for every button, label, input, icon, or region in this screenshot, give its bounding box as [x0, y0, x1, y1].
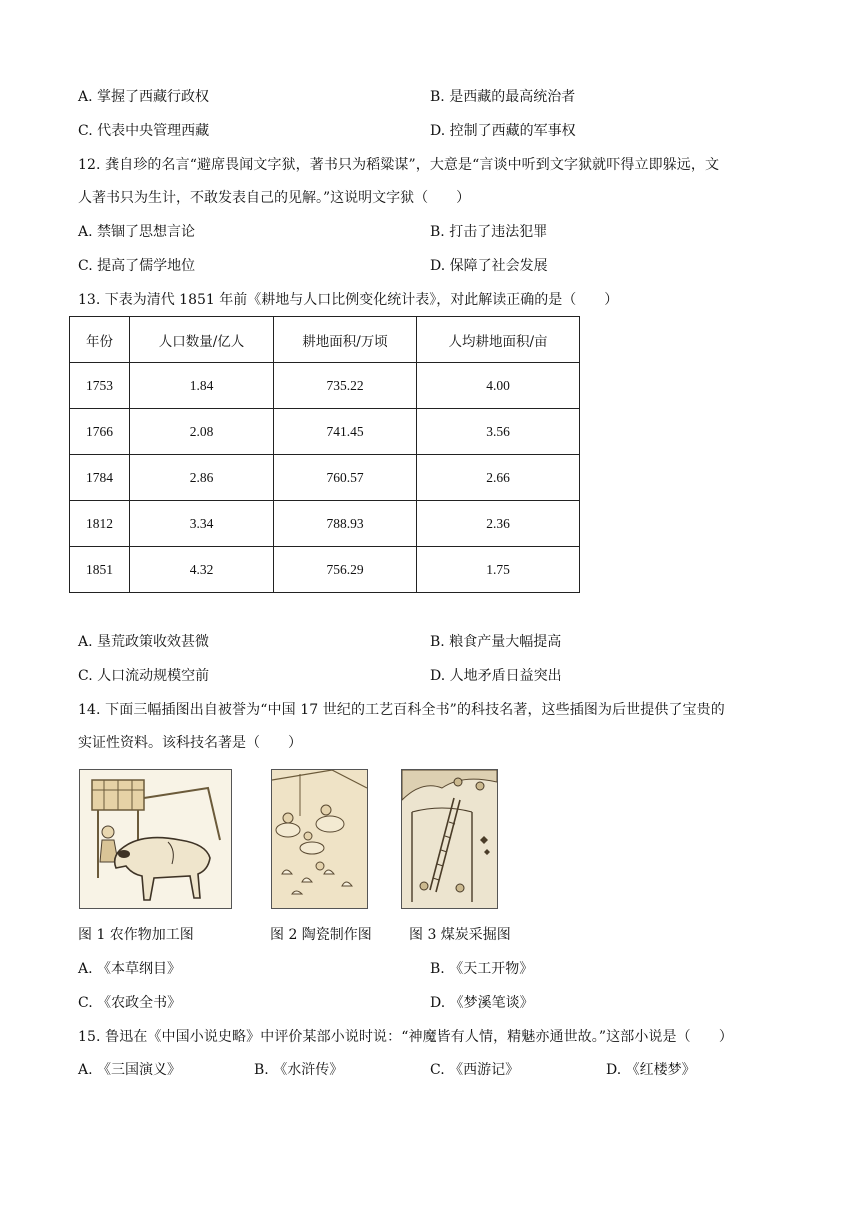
illustration-coal-mining: [401, 769, 498, 909]
q13-option-c: C. 人口流动规模空前: [78, 668, 210, 684]
q13-option-d: D. 人地矛盾日益突出: [430, 668, 562, 684]
table-cell: 1753: [70, 363, 130, 409]
table-header-cell: 年份: [70, 317, 130, 363]
table-cell: 4.00: [417, 363, 580, 409]
table-cell: 756.29: [274, 547, 417, 593]
ox-mill-drawing: [80, 770, 231, 908]
table-cell: 1766: [70, 409, 130, 455]
q11-option-a: A. 掌握了西藏行政权: [78, 89, 210, 105]
table-cell: 788.93: [274, 501, 417, 547]
table-row: [70, 409, 580, 455]
table-row: [70, 547, 580, 593]
table-row: [70, 455, 580, 501]
table-header-cell: 耕地面积/万顷: [274, 317, 417, 363]
q14-stem-line1: 14. 下面三幅插图出自被誉为“中国 17 世纪的工艺百科全书”的科技名著，这些插图为后世提供了宝贵的: [78, 702, 725, 718]
table-cell: 2.66: [417, 455, 580, 501]
porcelain-workshop-drawing: [272, 770, 367, 908]
caption-figure-3: 图 3 煤炭采掘图: [409, 927, 511, 943]
caption-figure-2: 图 2 陶瓷制作图: [270, 927, 372, 943]
q13-option-a: A. 垦荒政策收效甚微: [78, 634, 210, 650]
table-row: [70, 363, 580, 409]
q13-option-b: B. 粮食产量大幅提高: [430, 634, 562, 650]
table-cell: 760.57: [274, 455, 417, 501]
q12-option-a: A. 禁锢了思想言论: [78, 224, 196, 240]
table-cell: 1851: [70, 547, 130, 593]
table-header-row: [70, 317, 580, 363]
table-cell: 741.45: [274, 409, 417, 455]
illustration-porcelain-making: [271, 769, 368, 909]
table-cell: 2.36: [417, 501, 580, 547]
table-header-cell: 人均耕地面积/亩: [417, 317, 580, 363]
population-farmland-table: [69, 316, 580, 593]
q11-option-d: D. 控制了西藏的军事权: [430, 123, 576, 139]
table-cell: 3.34: [130, 501, 274, 547]
q14-option-b: B. 《天工开物》: [430, 961, 534, 977]
table-cell: 1.75: [417, 547, 580, 593]
q14-stem-line2: 实证性资料。该科技名著是（ ）: [78, 735, 302, 751]
table-cell: 1.84: [130, 363, 274, 409]
q12-option-c: C. 提高了儒学地位: [78, 258, 196, 274]
q11-option-b: B. 是西藏的最高统治者: [430, 89, 576, 105]
q15-option-b: B. 《水浒传》: [254, 1062, 344, 1078]
q15-option-c: C. 《西游记》: [430, 1062, 520, 1078]
table-cell: 2.08: [130, 409, 274, 455]
q15-option-a: A. 《三国演义》: [78, 1062, 182, 1078]
q12-stem-line2: 人著书只为生计，不敢发表自己的见解。”这说明文字狱（ ）: [78, 190, 471, 206]
table-cell: 735.22: [274, 363, 417, 409]
table-cell: 2.86: [130, 455, 274, 501]
q14-option-d: D. 《梦溪笔谈》: [430, 995, 534, 1011]
q15-option-d: D. 《红楼梦》: [606, 1062, 696, 1078]
q12-option-b: B. 打击了违法犯罪: [430, 224, 548, 240]
table-cell: 1784: [70, 455, 130, 501]
q13-stem: 13. 下表为清代 1851 年前《耕地与人口比例变化统计表》，对此解读正确的是（ ）: [78, 292, 619, 308]
q14-option-a: A. 《本草纲目》: [78, 961, 182, 977]
coal-mine-drawing: [402, 770, 497, 908]
table-cell: 1812: [70, 501, 130, 547]
q14-option-c: C. 《农政全书》: [78, 995, 182, 1011]
table-cell: 4.32: [130, 547, 274, 593]
table-header-cell: 人口数量/亿人: [130, 317, 274, 363]
table-cell: 3.56: [417, 409, 580, 455]
q12-stem-line1: 12. 龚自珍的名言“避席畏闻文字狱，著书只为稻粱谋”，大意是“言谈中听到文字狱就吓得立即躲远，文: [78, 157, 720, 173]
table-row: [70, 501, 580, 547]
caption-figure-1: 图 1 农作物加工图: [78, 927, 194, 943]
q11-option-c: C. 代表中央管理西藏: [78, 123, 210, 139]
illustration-crop-processing: [79, 769, 232, 909]
q12-option-d: D. 保障了社会发展: [430, 258, 548, 274]
q15-stem: 15. 鲁迅在《中国小说史略》中评价某部小说时说：“神魔皆有人情，精魅亦通世故。”这部小说是（ ）: [78, 1029, 734, 1045]
